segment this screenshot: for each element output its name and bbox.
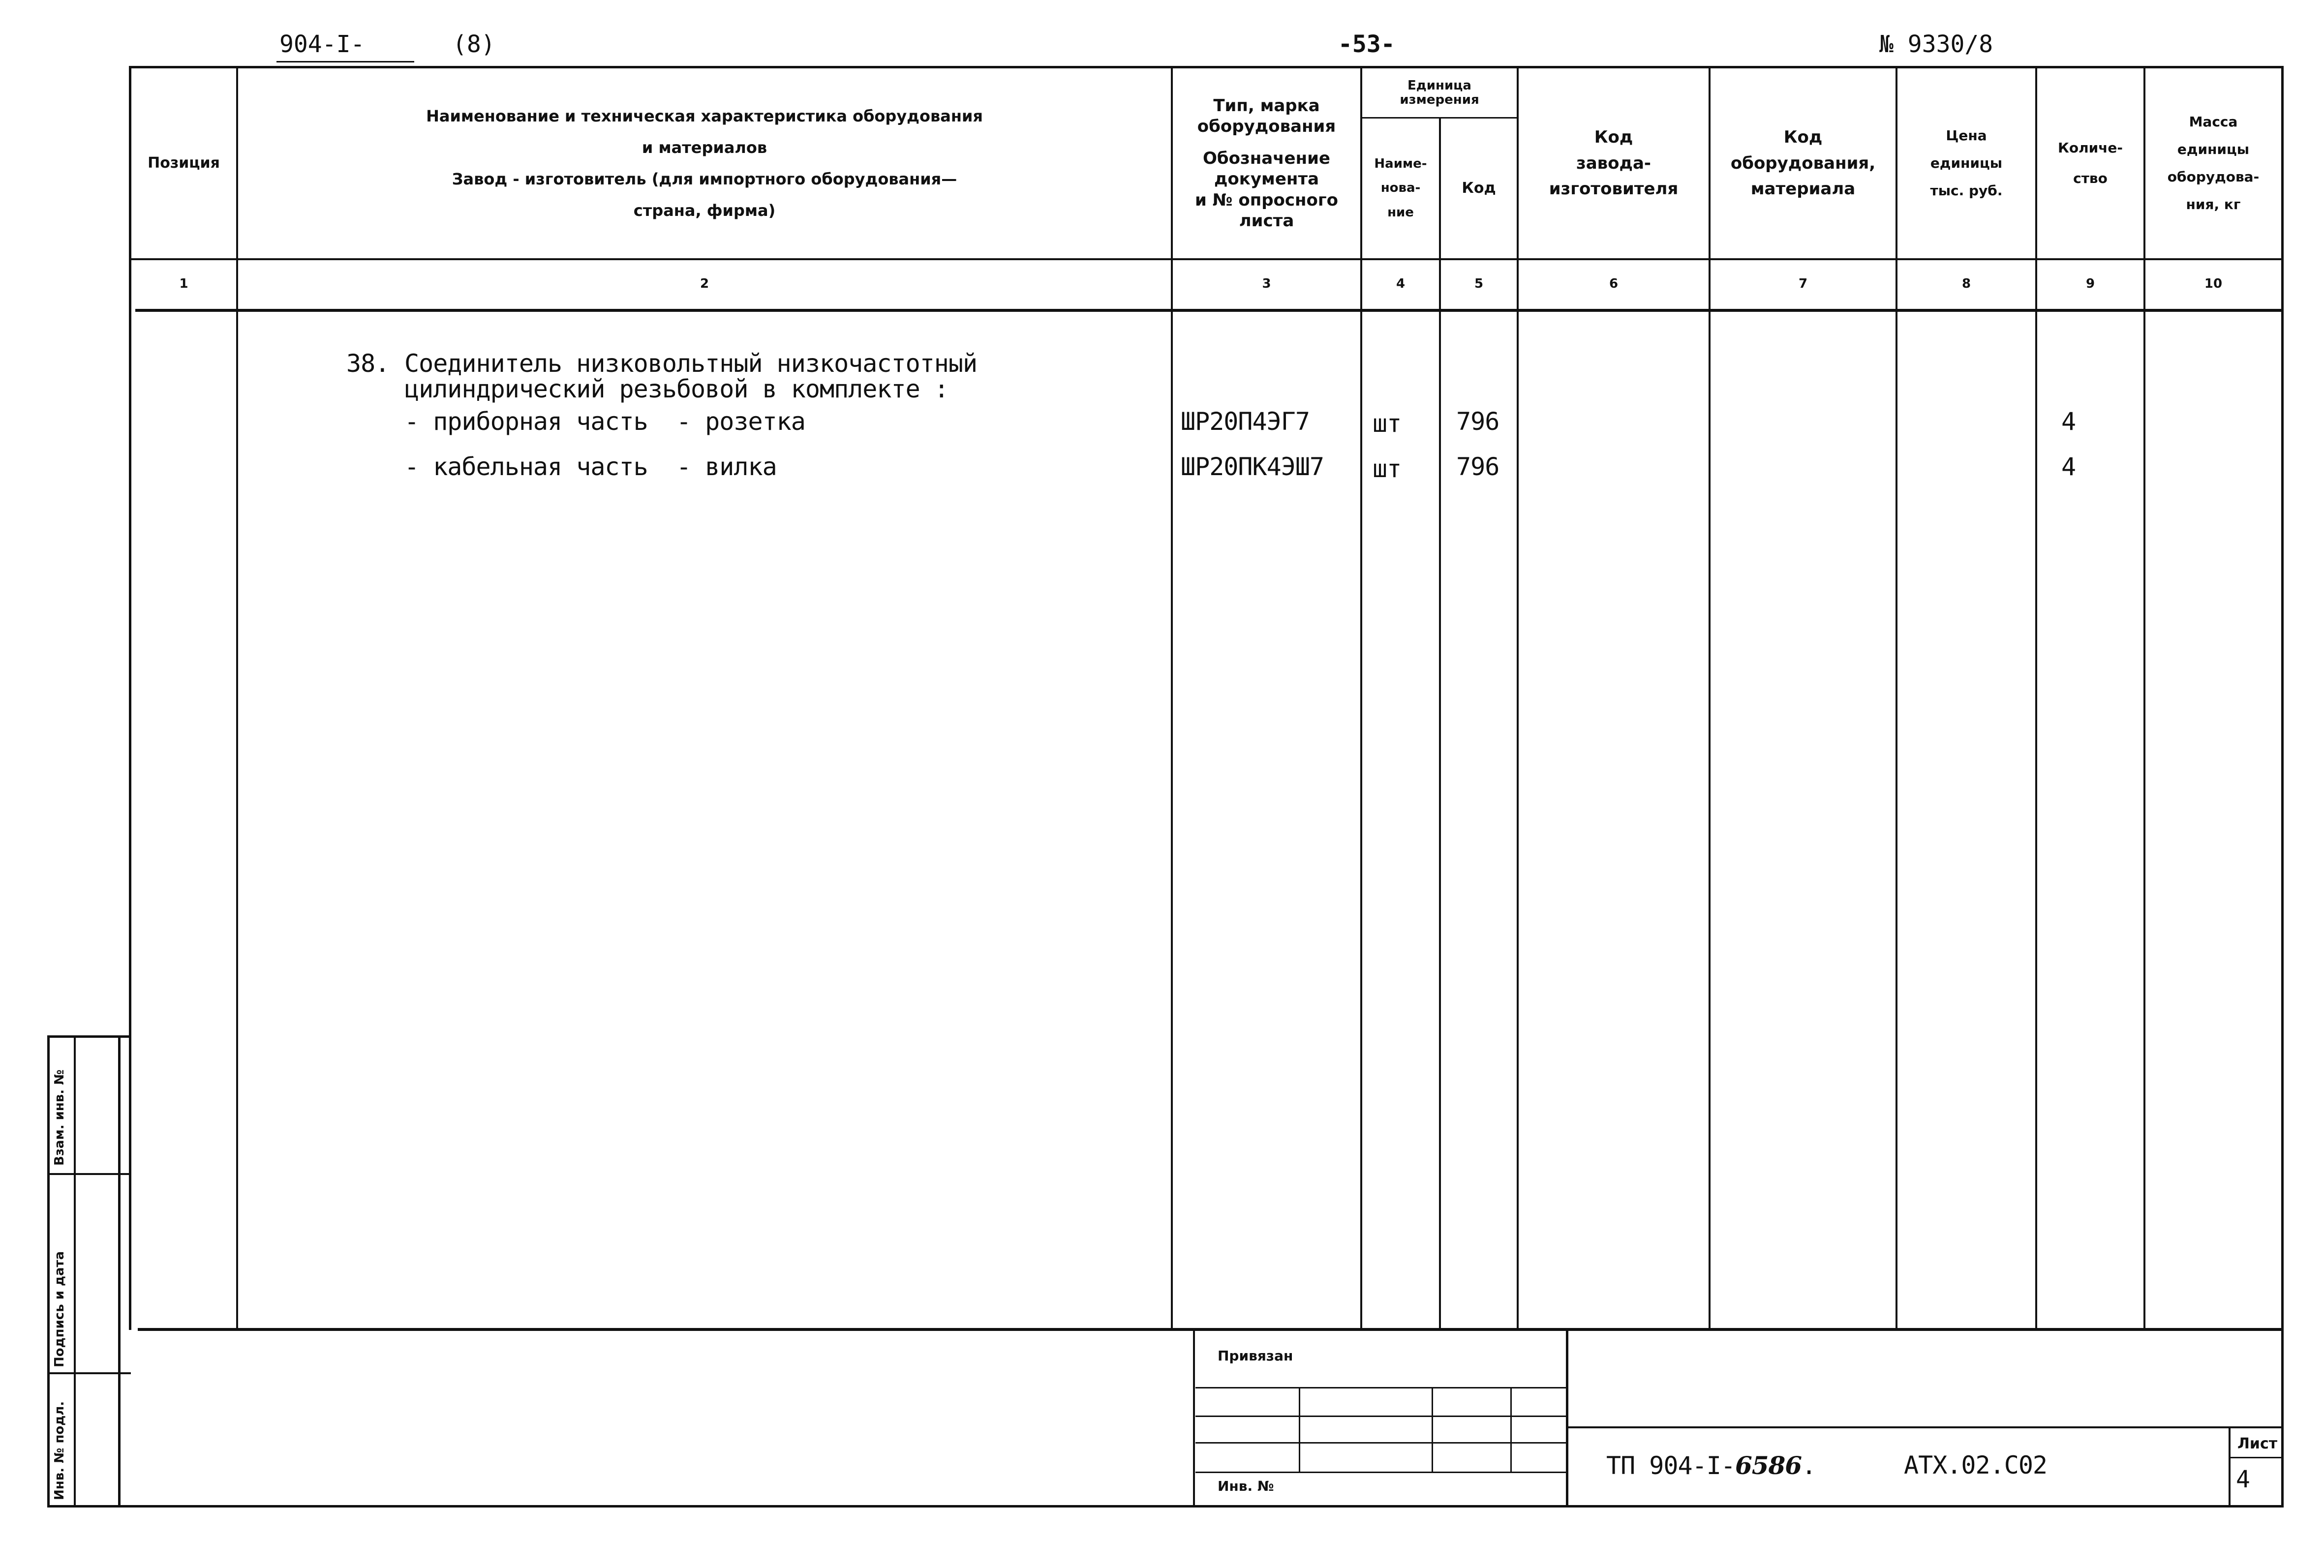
- item-row-name: - кабельная часть - вилка: [404, 452, 777, 481]
- item-row-code: 796: [1456, 407, 1499, 436]
- side-stamp-divider-1: [47, 1173, 131, 1175]
- header-equipment-code: Код оборудования, материала: [1730, 127, 1876, 199]
- page-number: -53-: [1338, 30, 1395, 58]
- header-unit-group: Единица измерения: [1400, 78, 1479, 107]
- side-stamp-top: [47, 1035, 131, 1038]
- series-suffix: (8): [453, 30, 495, 58]
- sheet-number: 4: [2236, 1466, 2250, 1493]
- header-maker-code: Код завода- изготовителя: [1549, 127, 1679, 199]
- side-stamp-inner-border: [74, 1035, 76, 1508]
- footer-privyazan-left: [1193, 1331, 1195, 1505]
- inv-no-label: Инв. №: [1218, 1478, 1274, 1494]
- header-unit-code: Код: [1462, 180, 1496, 197]
- col-number-9: 9: [2085, 276, 2095, 291]
- side-stamp-divider-2: [47, 1372, 131, 1374]
- item-row-type: ШР20ПК4ЭШ7: [1181, 452, 1324, 481]
- series-code: 904-I-: [279, 30, 365, 58]
- side-vzam-inv-label: Взам. инв. №: [52, 1069, 67, 1166]
- side-stamp-right-border: [118, 1035, 121, 1508]
- header-mass: Масса единицы оборудова- ния, кг: [2167, 114, 2260, 212]
- col-number-3: 3: [1262, 276, 1271, 291]
- col-number-7: 7: [1798, 276, 1808, 291]
- header-type: Тип, марка оборудования Обозначение документа и № опросного листа: [1194, 95, 1339, 231]
- footer-privyazan-right: [1566, 1331, 1568, 1505]
- col-number-10: 10: [2204, 276, 2223, 291]
- header-quantity: Количе- ство: [2057, 140, 2123, 186]
- col-number-6: 6: [1609, 276, 1619, 291]
- doc-designation: АТХ.02.С02: [1904, 1451, 2048, 1479]
- item-row-quantity: 4: [2061, 407, 2076, 436]
- doc-code: ТП 904-I-6586.: [1606, 1451, 1816, 1480]
- item-title-line1: Соединитель низковольтный низкочастотный: [404, 349, 978, 378]
- sheet-label: Лист: [2237, 1435, 2278, 1452]
- privyazan-grid-vline-2: [1432, 1387, 1433, 1473]
- header-unit-name: Наиме- нова- ние: [1374, 156, 1427, 220]
- item-row-quantity: 4: [2061, 452, 2076, 481]
- header-price: Цена единицы тыс. руб.: [1930, 127, 2003, 199]
- title-block-top-line: [1568, 1426, 2281, 1428]
- sheet-box-divider: [2229, 1457, 2281, 1458]
- frame-bottom-border: [47, 1505, 2284, 1508]
- series-underline: [276, 61, 414, 62]
- privyazan-grid-vline-3: [1510, 1387, 1512, 1473]
- privyazan-grid-vline-1: [1299, 1387, 1300, 1473]
- item-row-unit: шт: [1373, 409, 1402, 438]
- numbers-bottom-line: [135, 309, 2284, 312]
- table-bottom-line: [138, 1328, 2284, 1331]
- item-title-line2: цилиндрический резьбовой в комплекте :: [404, 375, 948, 403]
- col-number-8: 8: [1961, 276, 1971, 291]
- col-number-1: 1: [179, 276, 188, 291]
- item-position: 38.: [346, 349, 390, 378]
- privyazan-label: Привязан: [1218, 1348, 1293, 1364]
- item-row-type: ШР20П4ЭГ7: [1181, 407, 1310, 436]
- side-sign-date-label: Подпись и дата: [52, 1251, 67, 1367]
- header-bottom-line: [129, 258, 2284, 260]
- header-name: Наименование и техническая характеристика оборудования и материалов Завод - изготовитель (для импортного оборудования— страна, фирма): [426, 107, 983, 220]
- sheet-box-left: [2229, 1426, 2231, 1505]
- item-row-unit: шт: [1373, 454, 1402, 483]
- doc-number: № 9330/8: [1879, 30, 1993, 58]
- side-inv-podl-label: Инв. № подл.: [52, 1401, 67, 1500]
- side-stamp-outer-border: [47, 1035, 50, 1508]
- header-position: Позиция: [148, 154, 220, 172]
- item-row-code: 796: [1456, 452, 1499, 481]
- col-number-5: 5: [1474, 276, 1484, 291]
- col-number-4: 4: [1396, 276, 1406, 291]
- frame-right-border: [2281, 66, 2284, 1507]
- col-divider-4: [1439, 118, 1441, 1330]
- col-number-2: 2: [700, 276, 709, 291]
- item-row-name: - приборная часть - розетка: [404, 407, 805, 436]
